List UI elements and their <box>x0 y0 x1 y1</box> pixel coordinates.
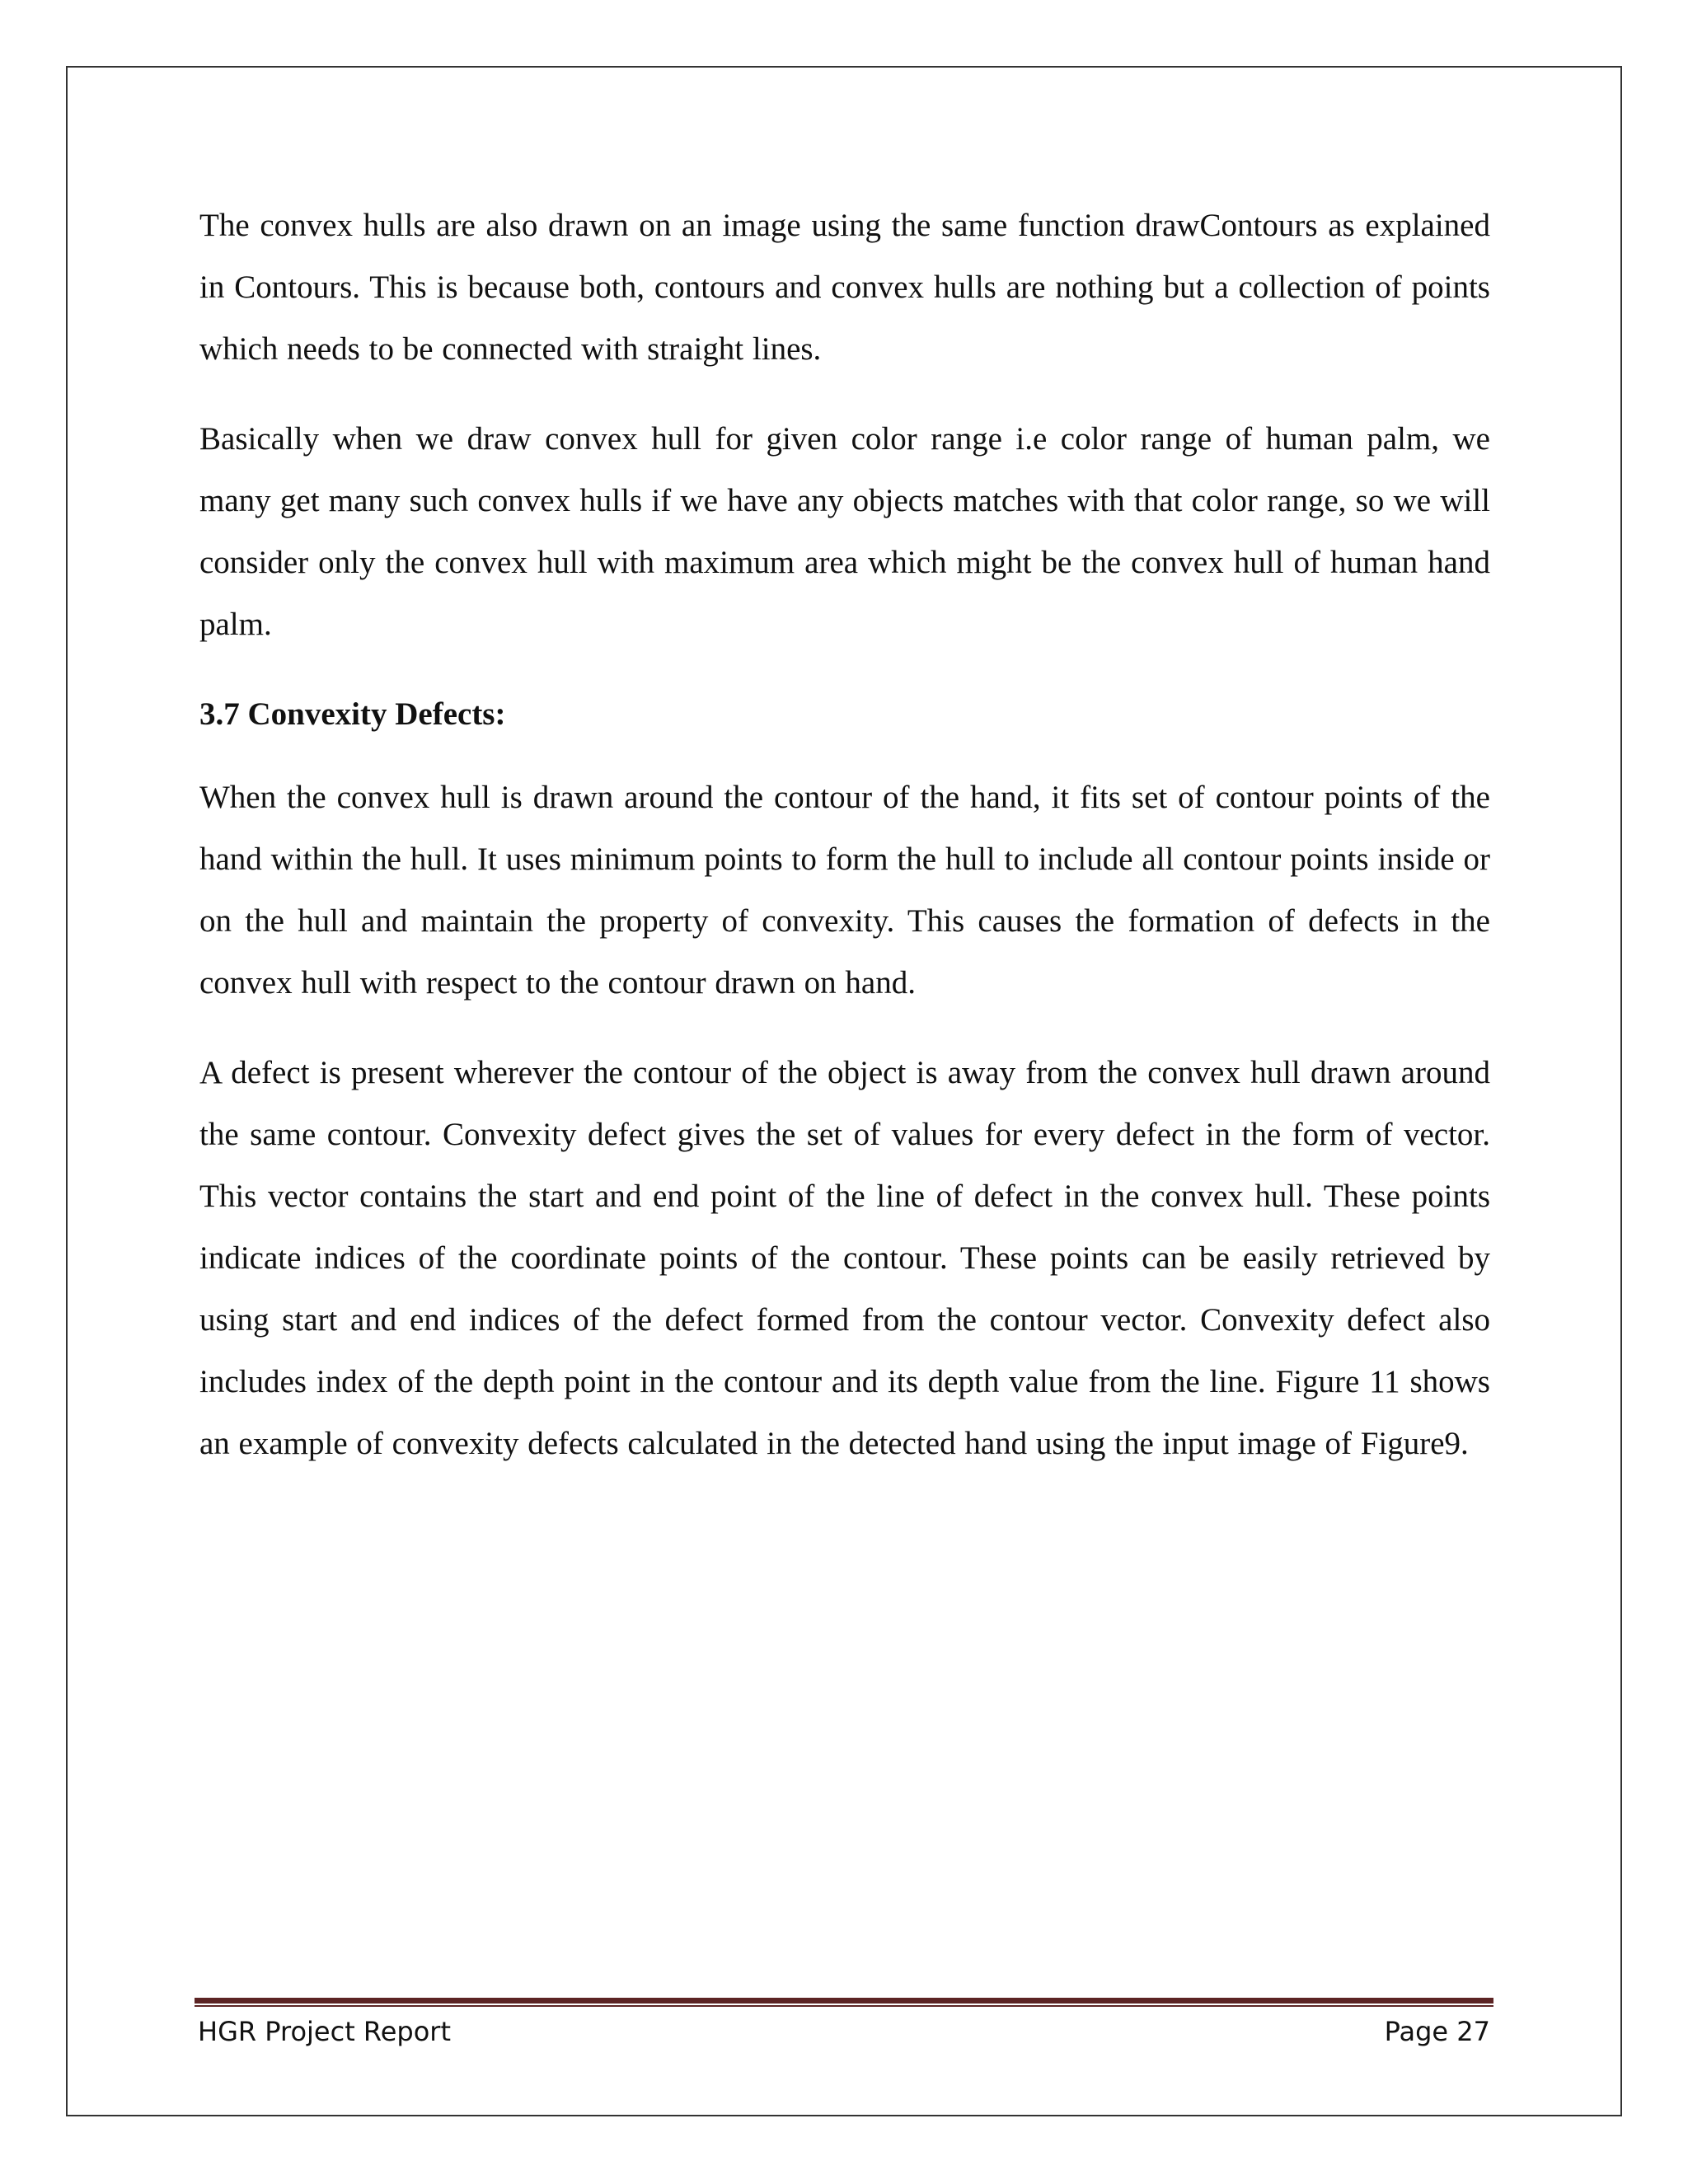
paragraph-convex-hull-drawing: The convex hulls are also drawn on an image using the same function drawContours as explained in Contours. This is because both, contours and convex hulls are nothing but a collection of points which needs to be connected with straight lines. <box>199 208 1490 367</box>
paragraph-convex-hull-palm: Basically when we draw convex hull for given color range i.e color range of human palm, we many get many such convex hulls if we have any objects matches with that color range, so we will consider only the convex hull with maximum area which might be the convex hull of human hand palm. <box>199 421 1490 642</box>
paragraph-defect-definition: A defect is present wherever the contour of the object is away from the convex hull drawn around the same contour. Convexity defect gives the set of values for every defect in the form of vector. This vector contains the start and end point of the line of defect in the convex hull. These points indicate indices of the coordinate points of the contour. These points can be easily retrieved by using start and end indices of the defect formed from the contour vector. Convexity defect also includes index of the depth point in the contour and its depth value from the line. Figure 11 shows an example of convexity defects calculated in the detected hand using the input image of Figure9. <box>199 1055 1490 1461</box>
footer-rule <box>195 1998 1493 2008</box>
footer-rule-thick-line <box>195 1998 1493 2004</box>
paragraph-hull-around-contour: When the convex hull is drawn around the contour of the hand, it fits set of contour points of the hand within the hull. It uses minimum points to form the hull to include all contour points inside or on the hull and maintain the property of convexity. This causes the formation of defects in the convex hull with respect to the contour drawn on hand. <box>199 780 1490 1001</box>
section-heading-convexity-defects: 3.7 Convexity Defects: <box>199 696 506 732</box>
page-content <box>199 194 1490 1502</box>
footer-page-number: Page 27 <box>1384 2016 1490 2047</box>
page-footer <box>198 2011 1490 2052</box>
footer-report-title: HGR Project Report <box>198 2016 451 2047</box>
footer-rule-thin-line <box>195 2005 1493 2007</box>
